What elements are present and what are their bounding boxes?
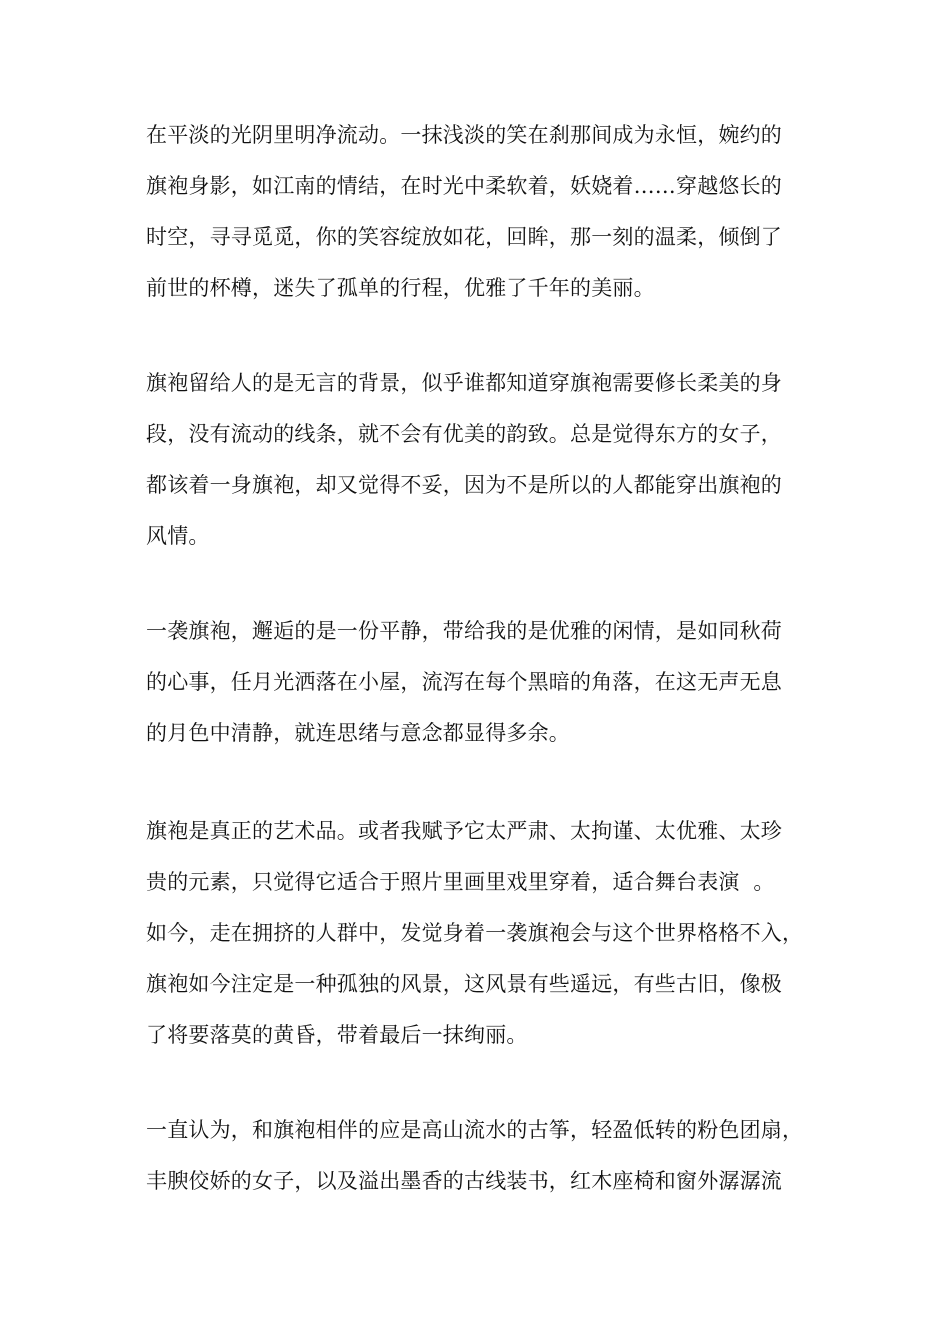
text-line: 的月色中清静，就连思绪与意念都显得多余。 [146,721,570,745]
text-line: 一直认为，和旗袍相伴的应是高山流水的古筝，轻盈低转的粉色团扇， [146,1118,804,1142]
text-line: 如今，走在拥挤的人群中，发觉身着一袭旗袍会与这个世界格格不入， [146,921,804,945]
text-line: 在平淡的光阴里明净流动。一抹浅淡的笑在刹那间成为永恒，婉约的 [146,123,782,147]
text-line: 都该着一身旗袍，却又觉得不妥，因为不是所以的人都能穿出旗袍的 [146,473,782,497]
text-line: 丰腴佼娇的女子，以及溢出墨香的古线装书，红木座椅和窗外潺潺流 [146,1169,782,1193]
text-line: 旗袍是真正的艺术品。或者我赋予它太严肃、太拘谨、太优雅、太珍 [146,819,782,843]
text-line: 旗袍留给人的是无言的背景，似乎谁都知道穿旗袍需要修长柔美的身 [146,371,782,395]
text-line: 时空，寻寻觅觅，你的笑容绽放如花，回眸，那一刻的温柔，倾倒了 [146,225,782,249]
text-line: 旗袍身影，如江南的情结，在时光中柔软着，妖娆着……穿越悠长的 [146,174,782,198]
text-line: 贵的元素，只觉得它适合于照片里画里戏里穿着，适合舞台表演 。 [146,870,775,894]
text-line: 一袭旗袍，邂逅的是一份平静，带给我的是优雅的闲情，是如同秋荷 [146,619,782,643]
text-line: 前世的杯樽，迷失了孤单的行程，优雅了千年的美丽。 [146,276,655,300]
text-line: 段，没有流动的线条，就不会有优美的韵致。总是觉得东方的女子， [146,422,782,446]
text-line: 的心事，任月光洒落在小屋，流泻在每个黑暗的角落，在这无声无息 [146,670,782,694]
text-line: 风情。 [146,524,210,548]
text-line: 旗袍如今注定是一种孤独的风景，这风景有些遥远，有些古旧，像极 [146,972,782,996]
text-line: 了将要落莫的黄昏，带着最后一抹绚丽。 [146,1023,528,1047]
